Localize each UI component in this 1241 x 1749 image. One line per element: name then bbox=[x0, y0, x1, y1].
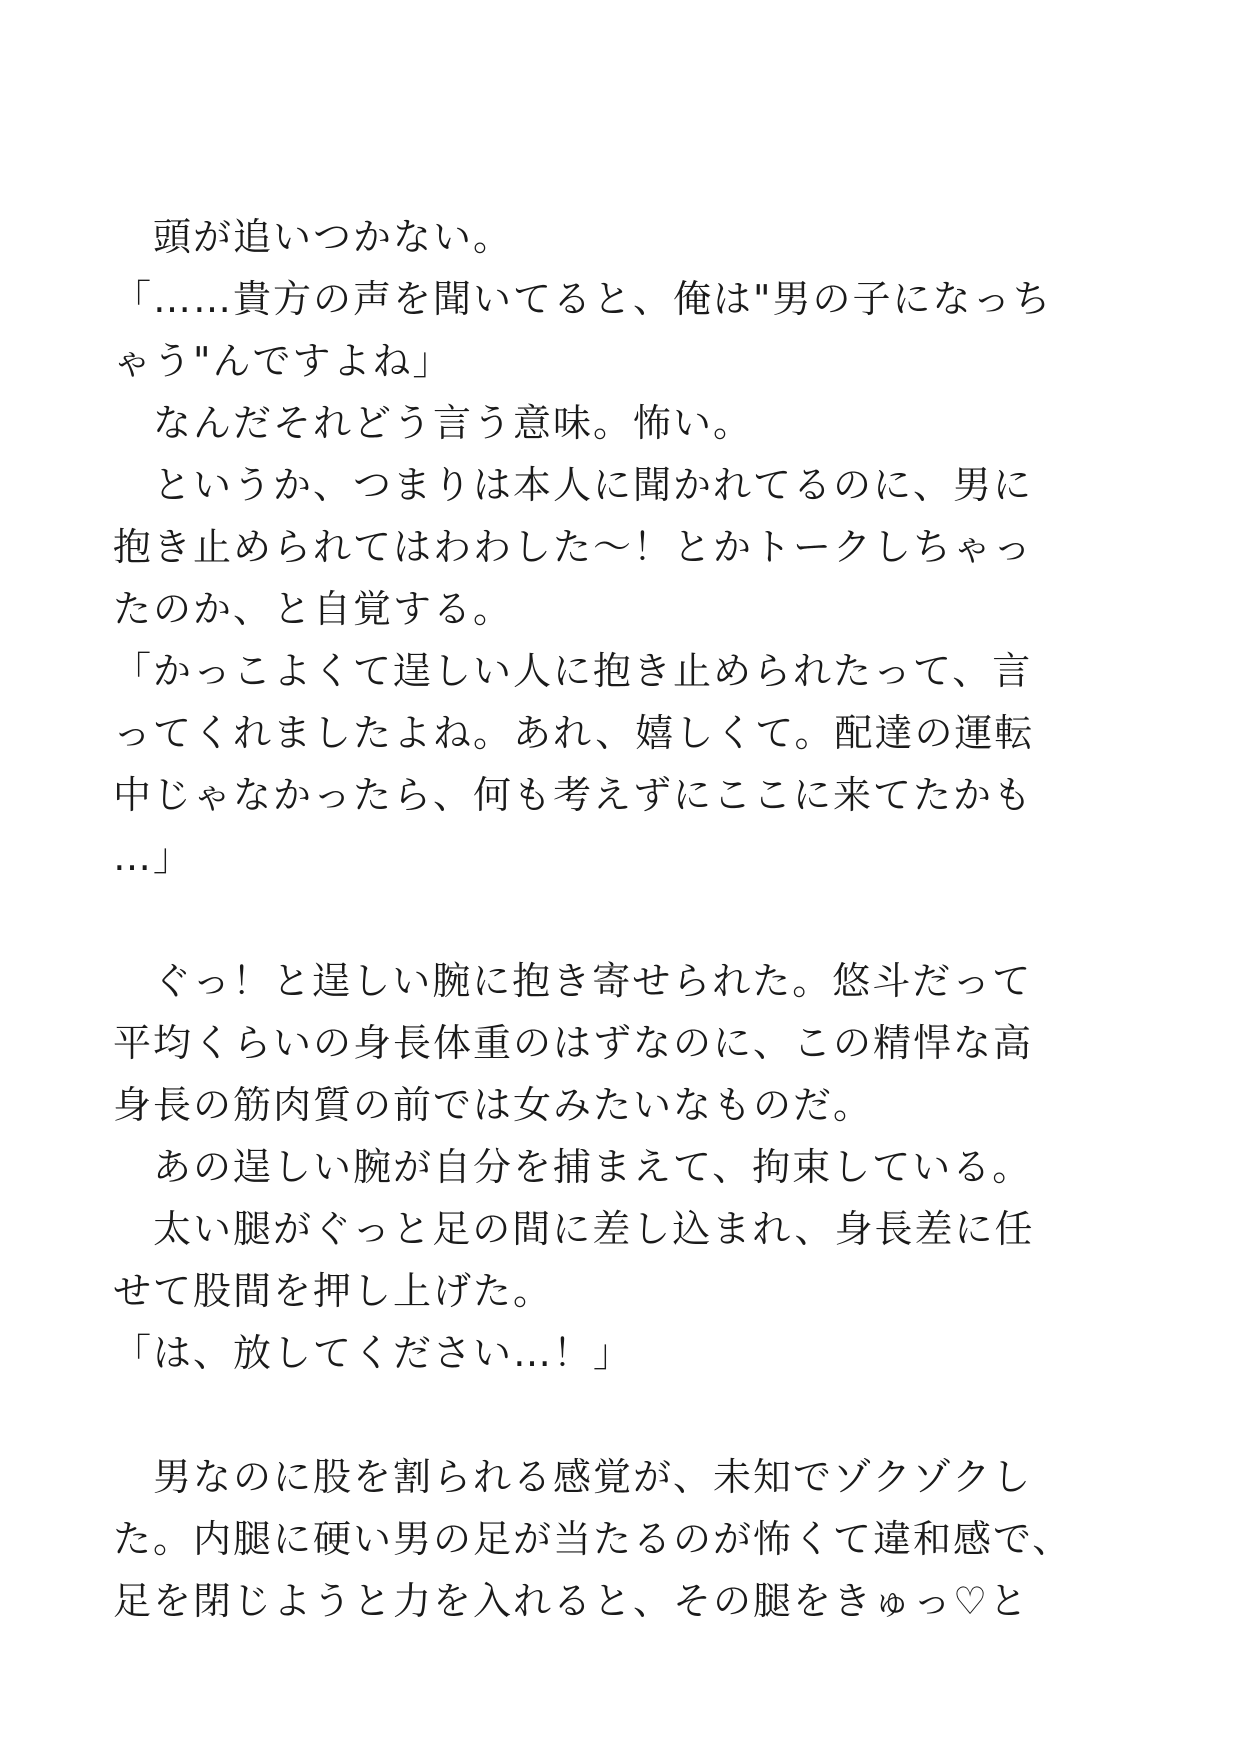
body-text bbox=[113, 206, 1113, 1632]
text-line: 「……貴方の声を聞いてると、俺は"男の子になっち bbox=[113, 277, 1053, 321]
text-line: た。内腿に硬い男の足が当たるのが怖くて違和感で、 bbox=[113, 1517, 1073, 1561]
text-line: 足を閉じようと力を入れると、その腿をきゅっ♡と bbox=[113, 1579, 1030, 1623]
text-line: なんだそれどう言う意味。怖い。 bbox=[113, 401, 754, 445]
text-line: 「は、放してください…！」 bbox=[113, 1331, 634, 1375]
blank-line bbox=[113, 1384, 1113, 1446]
text-line: 抱き止められてはわわした～！とかトークしちゃっ bbox=[113, 525, 1034, 569]
text-line: あの逞しい腕が自分を捕まえて、拘束している。 bbox=[113, 1145, 1033, 1189]
text-line: ぐっ！と逞しい腕に抱き寄せられた。悠斗だって bbox=[113, 959, 1033, 1003]
text-line: 身長の筋肉質の前では女みたいなものだ。 bbox=[113, 1083, 874, 1127]
text-line: たのか、と自覚する。 bbox=[113, 587, 514, 631]
text-line: 平均くらいの身長体重のはずなのに、この精悍な高 bbox=[113, 1021, 1034, 1065]
text-line: ってくれましたよね。あれ、嬉しくて。配達の運転 bbox=[113, 711, 1035, 755]
text-line: 男なのに股を割られる感覚が、未知でゾクゾクし bbox=[113, 1455, 1033, 1499]
blank-line bbox=[113, 888, 1113, 950]
text-line: せて股間を押し上げた。 bbox=[113, 1269, 554, 1313]
text-line: 太い腿がぐっと足の間に差し込まれ、身長差に任 bbox=[113, 1207, 1035, 1251]
text-line: …」 bbox=[113, 835, 194, 879]
text-line: 頭が追いつかない。 bbox=[113, 215, 514, 259]
text-line: 中じゃなかったら、何も考えずにここに来てたかも bbox=[113, 773, 1034, 817]
text-line: というか、つまりは本人に聞かれてるのに、男に bbox=[113, 463, 1034, 507]
text-line: 「かっこよくて逞しい人に抱き止められたって、言 bbox=[113, 649, 1033, 693]
text-line: ゃう"んですよね」 bbox=[113, 339, 453, 383]
